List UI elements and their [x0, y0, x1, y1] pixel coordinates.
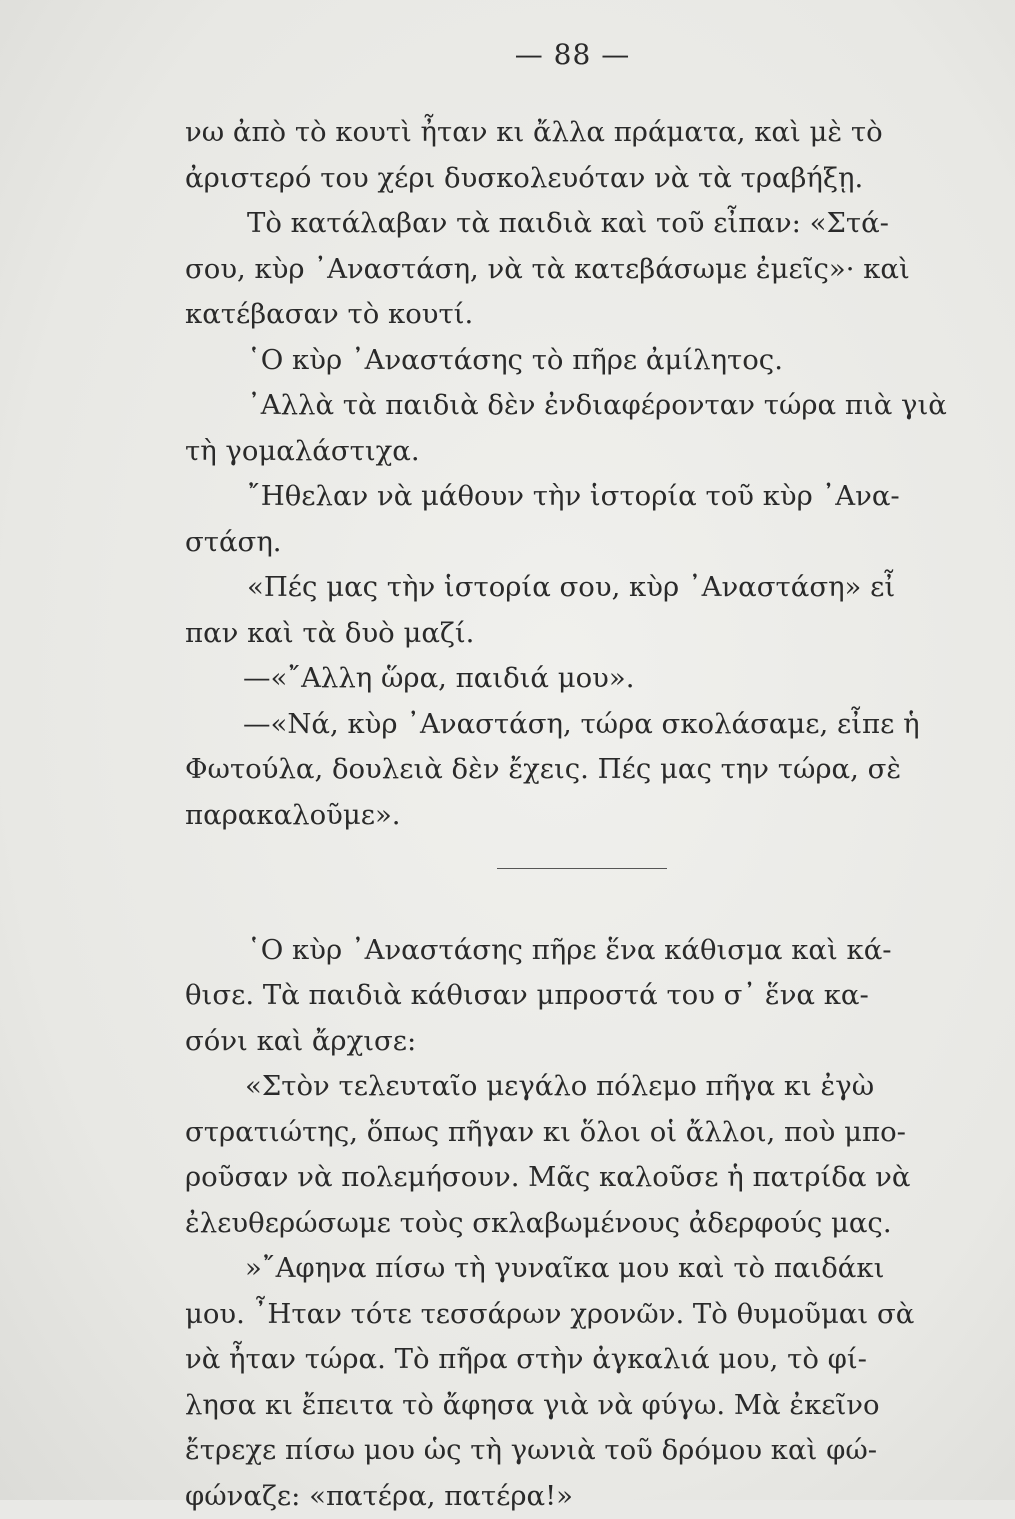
section-separator	[185, 838, 975, 884]
blank-line	[185, 884, 975, 928]
text-line: ῾Ο κὺρ ᾿Αναστάσης πῆρε ἕνα κάθισμα καὶ κά-	[185, 928, 975, 974]
text-line: σου, κὺρ ᾿Αναστάση, νὰ τὰ κατεβάσωμε ἐμεῖς»· καὶ	[185, 247, 975, 293]
text-line: ἔτρεχε πίσω μου ὡς τὴ γωνιὰ τοῦ δρόμου καὶ φώ-	[185, 1428, 975, 1474]
text-line: κατέβασαν τὸ κουτί.	[185, 292, 975, 338]
page-number: — 88 —	[0, 38, 1015, 71]
text-line: μου. ῏Ηταν τότε τεσσάρων χρονῶν. Τὸ θυμοῦμαι σὰ	[185, 1292, 975, 1338]
text-line: ἐλευθερώσωμε τοὺς σκλαβωμένους ἀδερφούς μας.	[185, 1201, 975, 1247]
body-text	[185, 110, 975, 1519]
text-line: νω ἀπὸ τὸ κουτὶ ἦταν κι ἄλλα πράματα, καὶ μὲ τὸ	[185, 110, 975, 156]
text-line: ῎Ηθελαν νὰ μάθουν τὴν ἱστορία τοῦ κὺρ ᾿Ανα-	[185, 474, 975, 520]
text-line: Τὸ κατάλαβαν τὰ παιδιὰ καὶ τοῦ εἶπαν: «Στά-	[185, 201, 975, 247]
text-line: ᾿Αλλὰ τὰ παιδιὰ δὲν ἐνδιαφέρονταν τώρα πιὰ γιὰ	[185, 383, 975, 429]
text-line: ῾Ο κὺρ ᾿Αναστάσης τὸ πῆρε ἀμίλητος.	[185, 338, 975, 384]
text-line: ἀριστερό του χέρι δυσκολευόταν νὰ τὰ τραβήξῃ.	[185, 156, 975, 202]
text-line: —«Νά, κὺρ ᾿Αναστάση, τώρα σκολάσαμε, εἶπε ἡ	[185, 702, 975, 748]
text-line: λησα κι ἔπειτα τὸ ἄφησα γιὰ νὰ φύγω. Μὰ ἐκεῖνο	[185, 1383, 975, 1429]
text-line: «Στὸν τελευταῖο μεγάλο πόλεμο πῆγα κι ἐγὼ	[185, 1064, 975, 1110]
text-line: στρατιώτης, ὅπως πῆγαν κι ὅλοι οἱ ἄλλοι, ποὺ μπο-	[185, 1110, 975, 1156]
text-line: παρακαλοῦμε».	[185, 793, 975, 839]
text-line: —«῎Αλλη ὥρα, παιδιά μου».	[185, 656, 975, 702]
text-line: ροῦσαν νὰ πολεμήσουν. Μᾶς καλοῦσε ἡ πατρίδα νὰ	[185, 1155, 975, 1201]
text-line: θισε. Τὰ παιδιὰ κάθισαν μπροστά του σ᾿ ἕνα κα-	[185, 973, 975, 1019]
text-line: παν καὶ τὰ δυὸ μαζί.	[185, 611, 975, 657]
text-line: »῎Αφηνα πίσω τὴ γυναῖκα μου καὶ τὸ παιδάκι	[185, 1246, 975, 1292]
text-line: Φωτούλα, δουλειὰ δὲν ἔχεις. Πές μας την τώρα, σὲ	[185, 747, 975, 793]
text-line: «Πές μας τὴν ἱστορία σου, κὺρ ᾿Αναστάση» εἶ	[185, 565, 975, 611]
text-line: σόνι καὶ ἄρχισε:	[185, 1019, 975, 1065]
text-line: νὰ ἦταν τώρα. Τὸ πῆρα στὴν ἀγκαλιά μου, τὸ φί-	[185, 1337, 975, 1383]
text-line: φώναζε: «πατέρα, πατέρα!»	[185, 1474, 975, 1519]
text-line: τὴ γομαλάστιχα.	[185, 429, 975, 475]
text-line: στάση.	[185, 520, 975, 566]
